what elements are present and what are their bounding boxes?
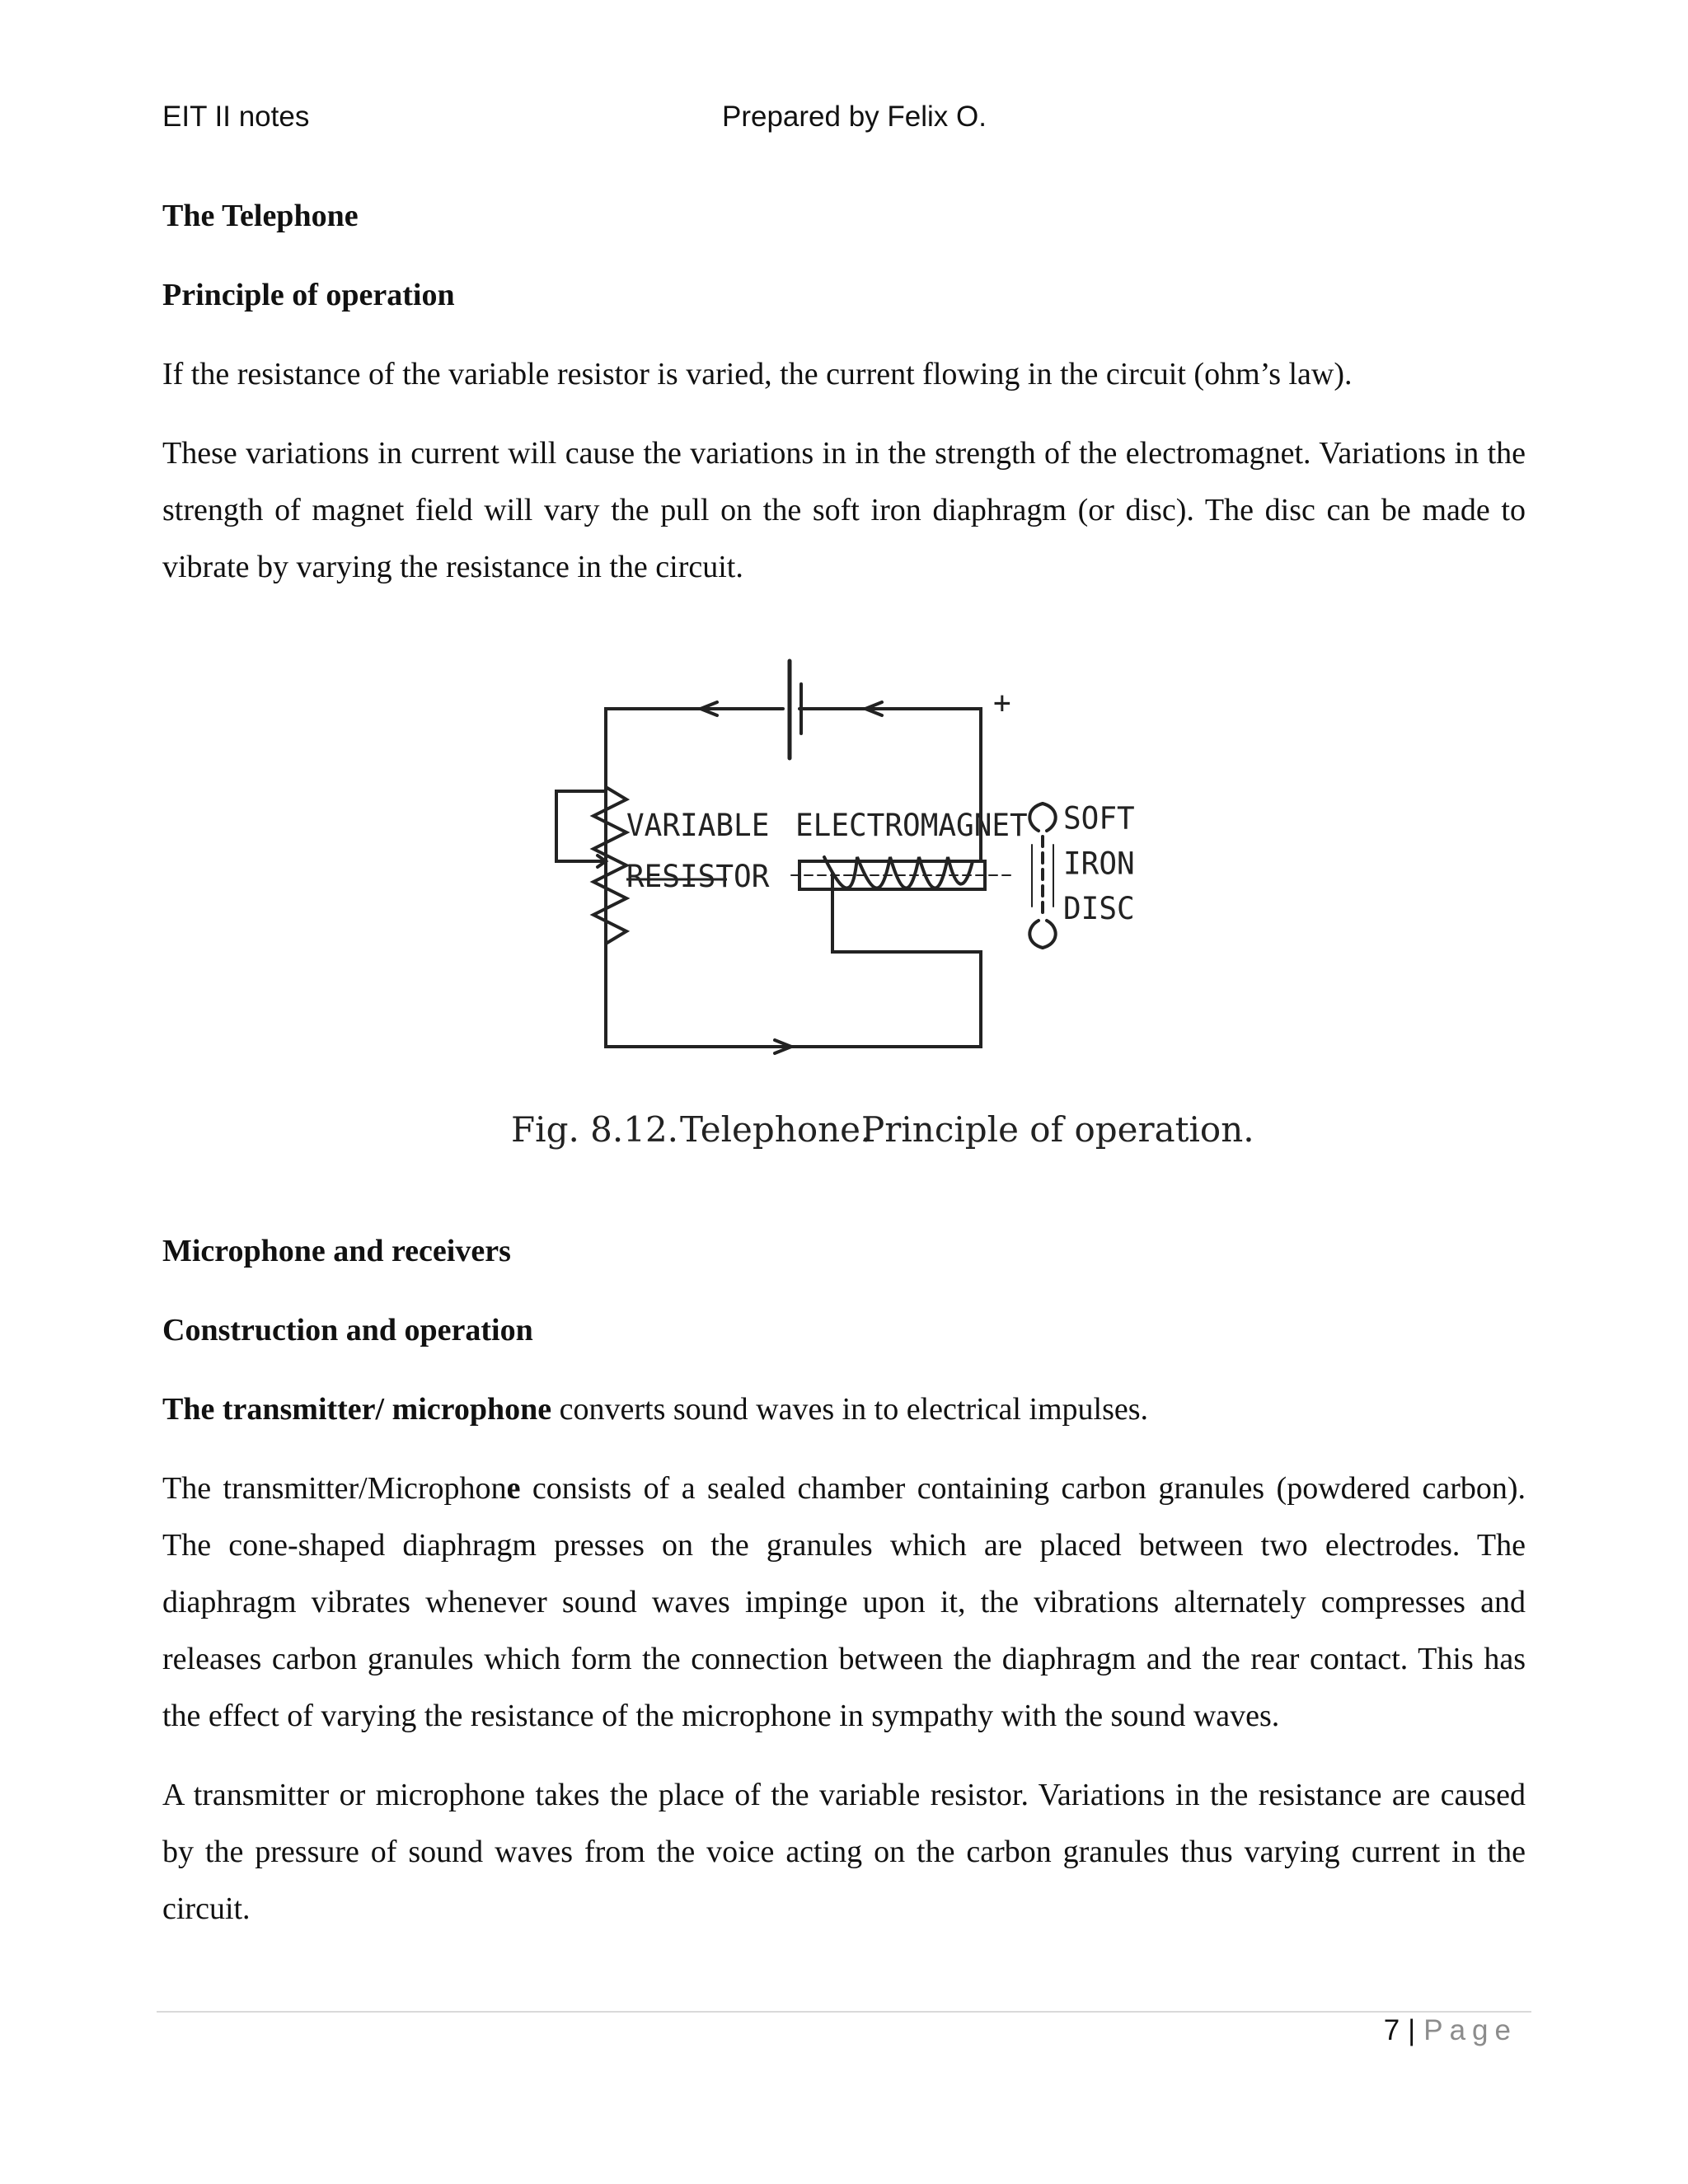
page-label: Page — [1423, 2014, 1517, 2046]
section-subtitle: Construction and operation — [162, 1313, 533, 1347]
label-soft: SOFT — [1063, 799, 1135, 837]
paragraph-text — [162, 1381, 1526, 1438]
paragraph-text-letter: n — [490, 1471, 507, 1506]
figure-caption-subtitle: Principle of operation. — [861, 1109, 1254, 1150]
bold-letter: e — [506, 1471, 521, 1506]
paragraph-text-rest: consists of a sealed chamber containing carbon granules (powdered carbon). The cone-shaped diaphragm presses on the granules which are placed between two electrodes. The diaphragm vibrates whenever sound waves impinge upon it, the vibrations alternately compresses and releases carbon granules which form the connection between the diaphragm and the rear contact. This has the effect of varying the resistance of the microphone in sympathy with the sound waves. — [162, 1471, 1526, 1733]
paragraph-text-rest: converts sound waves in to electrical impulses. — [551, 1392, 1149, 1427]
figure-caption-title: Telephone. — [680, 1109, 872, 1150]
header-center: Prepared by Felix O. — [722, 101, 987, 133]
label-electromagnet: ELECTROMAGNET — [795, 807, 1028, 844]
circuit-wire — [606, 927, 981, 1047]
page-number: 7 — [1383, 2014, 1400, 2046]
section-title: The Telephone — [162, 199, 359, 233]
telephone-circuit-figure — [157, 626, 1278, 1203]
circuit-wire — [606, 709, 783, 1005]
paragraph-text: If the resistance of the variable resistor is varied, the current flowing in the circuit (ohm’s law). — [162, 357, 1353, 391]
label-variable: VARIABLE — [626, 807, 770, 844]
page-footer — [1384, 2014, 1517, 2047]
section-subtitle: Principle of operation — [162, 278, 455, 312]
disc-curve-top — [1043, 804, 1056, 831]
disc-curve-bottom — [1043, 921, 1056, 948]
paragraph-text-start: The transmitter/Micropho — [162, 1471, 491, 1506]
paragraph-text — [162, 1460, 1526, 1745]
disc-curve-bottom — [1029, 921, 1043, 948]
label-disc: DISC — [1063, 890, 1135, 927]
section-title: Microphone and receivers — [162, 1234, 511, 1268]
bold-term: The transmitter/ microphone — [162, 1392, 552, 1427]
paragraph — [162, 346, 1526, 403]
paragraph — [162, 1767, 1526, 1938]
label-resistor: RESISTOR — [626, 858, 770, 895]
paragraph-text: These variations in current will cause the variations in in the strength of the electromagnet. Variations in the strength of magnet field will vary the pull on the soft iron diaphragm (or disc). The disc can be made to vibrate by varying the resistance in the circuit. — [162, 436, 1526, 584]
header-left: EIT II notes — [162, 101, 310, 133]
disc-curve-top — [1029, 804, 1043, 831]
paragraph — [162, 1460, 1526, 1745]
footer-separator: | — [1408, 2014, 1416, 2046]
paragraph — [162, 1381, 1526, 1438]
figure-caption-number: Fig. 8.12. — [511, 1109, 679, 1150]
paragraph — [162, 425, 1526, 596]
label-iron: IRON — [1063, 845, 1135, 882]
label-plus: + — [993, 684, 1011, 721]
circuit-diagram — [157, 626, 1278, 1203]
footer-divider — [157, 2011, 1531, 2013]
paragraph-text: A transmitter or microphone takes the place of the variable resistor. Variations in the resistance are caused by the pressure of sound waves from the voice acting on the carbon granules thus varying current in the circuit. — [162, 1778, 1526, 1926]
